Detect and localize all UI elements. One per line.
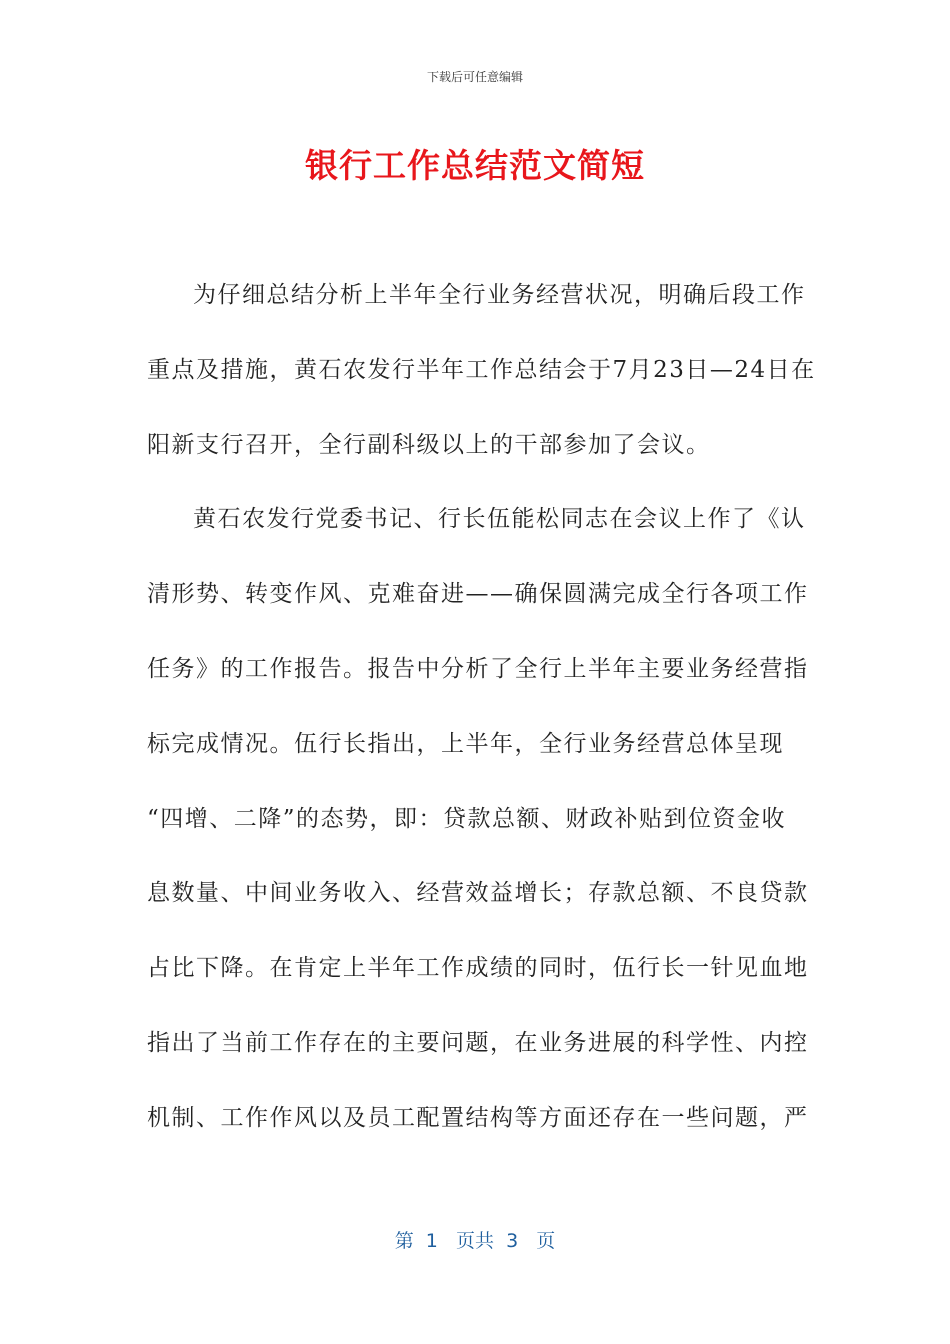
page-number-footer: 第 1 页共 3 页: [394, 1230, 556, 1252]
paragraph-2-line-1: 黄石农发行党委书记、行长伍能松同志在会议上作了《认: [193, 506, 806, 533]
paragraph-2-line-6: 息数量、中间业务收入、经营效益增长；存款总额、不良贷款: [147, 880, 809, 907]
paragraph-2-line-2: 清形势、转变作风、克难奋进——确保圆满完成全行各项工作: [147, 581, 809, 608]
paragraph-2-line-3: 任务》的工作报告。报告中分析了全行上半年主要业务经营指: [147, 655, 809, 682]
paragraph-2-line-5: “四增、二降”的态势，即：贷款总额、财政补贴到位资金收: [147, 805, 787, 832]
paragraph-1-line-2: 重点及措施，黄石农发行半年工作总结会于7月23日—24日在: [147, 356, 816, 383]
paragraph-2-line-9: 机制、工作作风以及员工配置结构等方面还存在一些问题，严: [147, 1104, 809, 1131]
document-body: [147, 270, 816, 1168]
paragraph-2-line-8: 指出了当前工作存在的主要问题，在业务进展的科学性、内控: [147, 1029, 809, 1056]
paragraph-1-line-1: 为仔细总结分析上半年全行业务经营状况，明确后段工作: [193, 282, 806, 308]
paragraph-2-line-7: 占比下降。在肯定上半年工作成绩的同时，伍行长一针见血地: [147, 955, 809, 982]
header-note: 下载后可任意编辑: [426, 70, 523, 84]
paragraph-1-line-3: 阳新支行召开，全行副科级以上的干部参加了会议。: [147, 431, 711, 458]
paragraph-2-line-4: 标完成情况。伍行长指出，上半年，全行业务经营总体呈现: [147, 730, 784, 757]
document-title: 银行工作总结范文简短: [305, 146, 645, 185]
